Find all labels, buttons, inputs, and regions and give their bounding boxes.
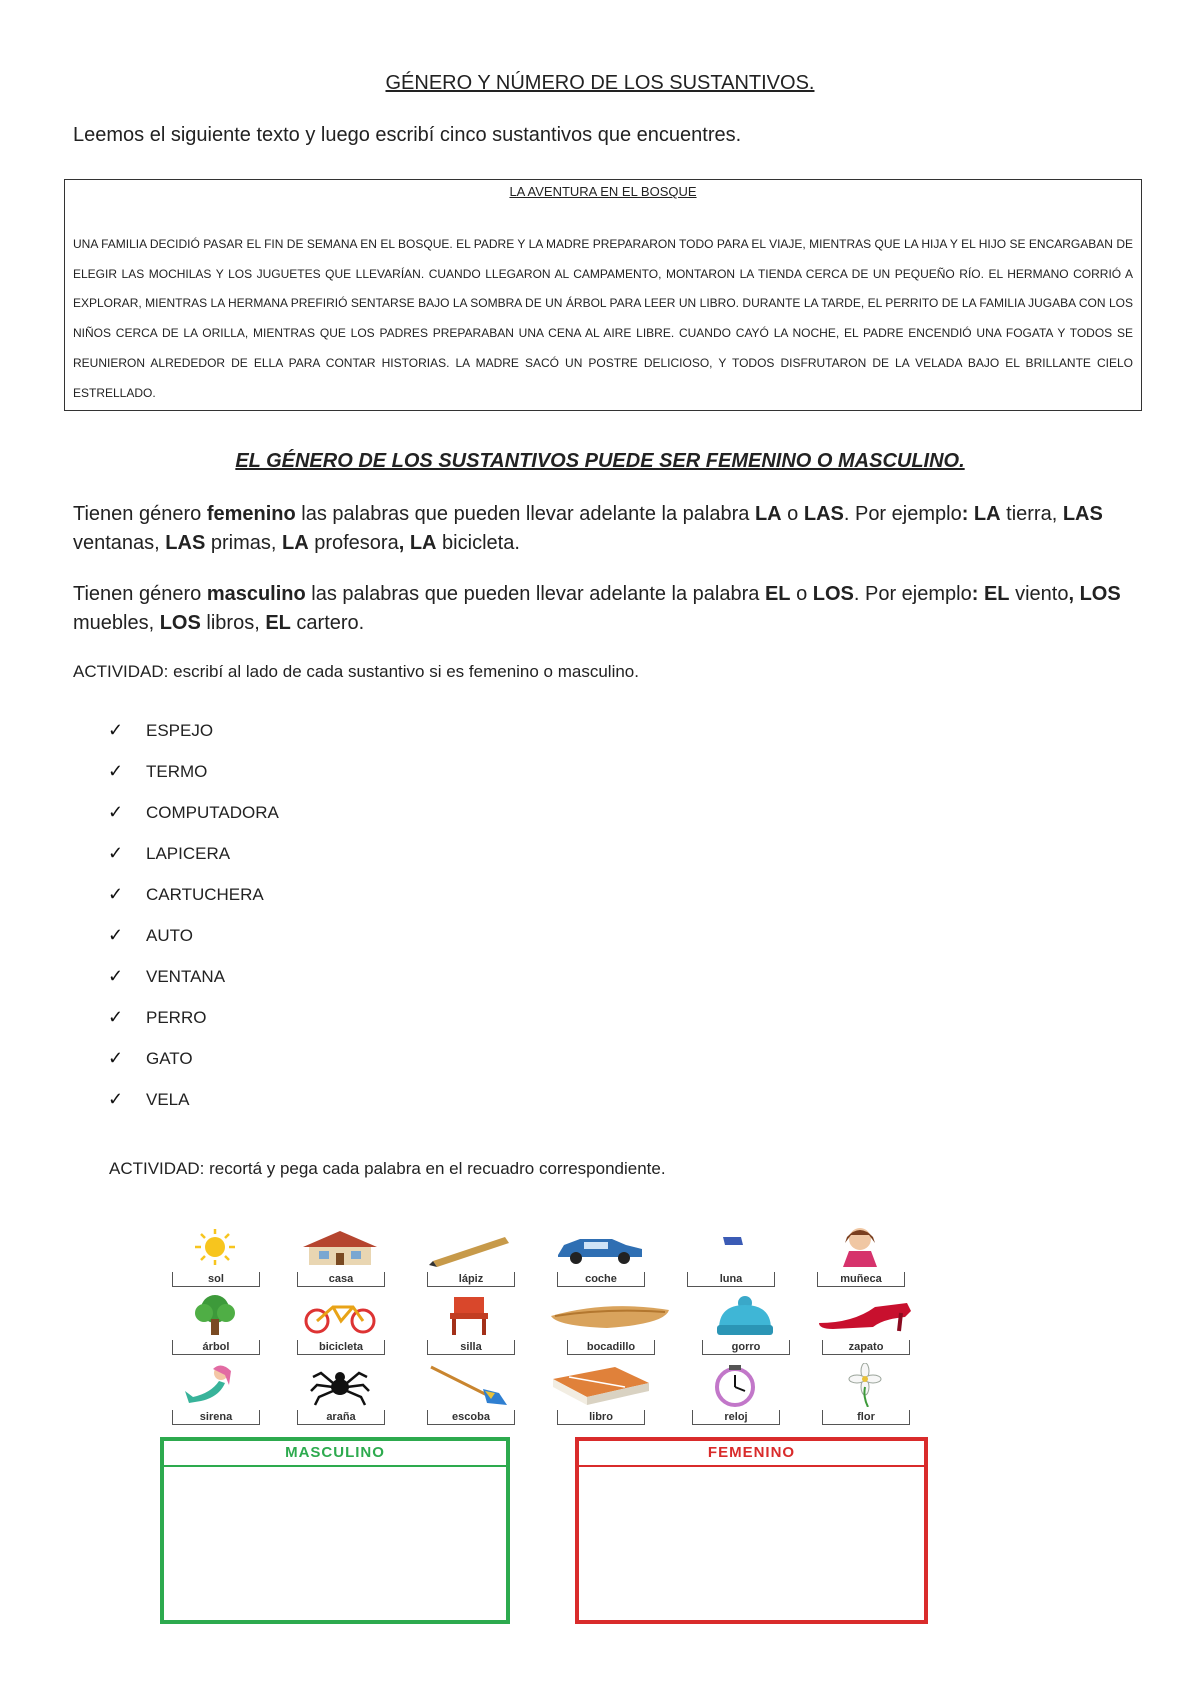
text-segment: . Por ejemplo <box>853 583 972 605</box>
checkmark-icon: ✓ <box>108 843 124 863</box>
flower-icon <box>830 1363 900 1407</box>
picture-card-arana[interactable] <box>285 1363 395 1429</box>
checkmark-icon: ✓ <box>108 925 124 945</box>
pencil-icon <box>425 1227 515 1267</box>
word-label: lápiz <box>427 1272 515 1287</box>
list-item <box>108 1038 279 1079</box>
text-segment: cartero. <box>290 612 365 634</box>
intro-instruction: Leemos el siguiente texto y luego escribí cinco sustantivos que encuentres. <box>73 124 742 146</box>
tree-icon <box>180 1293 250 1337</box>
doll-icon <box>825 1225 895 1269</box>
list-item-label: ESPEJO <box>146 720 214 740</box>
spider-icon <box>305 1363 375 1407</box>
bicycle-icon <box>295 1295 385 1335</box>
list-item <box>108 751 279 792</box>
sandwich-icon <box>547 1298 673 1332</box>
list-item-label: COMPUTADORA <box>146 802 279 822</box>
mermaid-icon <box>175 1363 255 1407</box>
bold-segment: , LA <box>398 532 437 554</box>
word-label: araña <box>297 1410 385 1425</box>
chair-icon <box>440 1293 500 1337</box>
word-label: muñeca <box>817 1272 905 1287</box>
bold-segment: , LOS <box>1068 583 1121 605</box>
checkmark-icon: ✓ <box>108 966 124 986</box>
list-item <box>108 710 279 751</box>
checkmark-icon: ✓ <box>108 720 124 740</box>
bold-segment: LA <box>281 532 309 554</box>
bold-segment: : EL <box>971 583 1010 605</box>
text-segment: las palabras que pueden llevar adelante la palabra <box>305 583 765 605</box>
bold-segment: LA <box>754 503 782 525</box>
bold-segment: LAS <box>1062 503 1103 525</box>
word-label: bicicleta <box>297 1340 385 1355</box>
word-label: casa <box>297 1272 385 1287</box>
car-icon <box>550 1227 650 1267</box>
word-label: luna <box>687 1272 775 1287</box>
bold-segment: EL <box>764 583 791 605</box>
text-segment: o <box>781 503 804 525</box>
shoe-icon <box>813 1297 917 1333</box>
masculine-box-title: MASCULINO <box>164 1441 506 1467</box>
checkmark-icon: ✓ <box>108 761 124 781</box>
text-segment: las palabras que pueden llevar adelante la palabra <box>295 503 755 525</box>
text-segment: profesora <box>308 532 399 554</box>
bold-segment: LAS <box>165 532 206 554</box>
bold-segment: femenino <box>206 503 296 525</box>
story-title: LA AVENTURA EN EL BOSQUE <box>509 184 697 199</box>
word-label: bocadillo <box>567 1340 655 1355</box>
activity-two-instruction: ACTIVIDAD: recortá y pega cada palabra en el recuadro correspondiente. <box>109 1159 666 1178</box>
text-segment: bicicleta. <box>436 532 520 554</box>
masculine-explanation <box>73 580 1133 638</box>
feminine-explanation <box>73 500 1133 558</box>
bold-segment: masculino <box>206 583 306 605</box>
book-icon <box>545 1363 655 1407</box>
text-segment: primas, <box>205 532 282 554</box>
word-label: escoba <box>427 1410 515 1425</box>
bold-segment: LOS <box>159 612 201 634</box>
list-item <box>108 1079 279 1120</box>
checkmark-icon: ✓ <box>108 802 124 822</box>
word-label: libro <box>557 1410 645 1425</box>
picture-card-coche[interactable] <box>545 1225 655 1291</box>
broom-icon <box>425 1363 515 1407</box>
story-box <box>64 179 1142 411</box>
picture-card-sirena[interactable] <box>160 1363 270 1429</box>
text-segment: libros, <box>200 612 266 634</box>
list-item-label: GATO <box>146 1048 193 1068</box>
picture-card-gorro[interactable] <box>690 1293 800 1359</box>
picture-card-reloj[interactable] <box>680 1363 790 1429</box>
text-segment: o <box>790 583 813 605</box>
picture-word-grid <box>160 1225 920 1425</box>
list-item <box>108 874 279 915</box>
word-label: flor <box>822 1410 910 1425</box>
word-label: silla <box>427 1340 515 1355</box>
text-segment: Tienen género <box>73 583 207 605</box>
clock-icon <box>695 1363 775 1407</box>
picture-card-silla[interactable] <box>415 1293 525 1359</box>
checkmark-icon: ✓ <box>108 1048 124 1068</box>
list-item-label: VELA <box>146 1089 190 1109</box>
picture-card-flor[interactable] <box>810 1363 920 1429</box>
word-label: reloj <box>692 1410 780 1425</box>
bold-segment: : LA <box>961 503 1001 525</box>
bold-segment: LOS <box>812 583 854 605</box>
noun-checklist <box>108 710 279 1120</box>
picture-card-casa[interactable] <box>285 1225 395 1291</box>
picture-card-zapato[interactable] <box>810 1293 920 1359</box>
word-label: sol <box>172 1272 260 1287</box>
word-label: árbol <box>172 1340 260 1355</box>
picture-card-muneca[interactable] <box>805 1225 915 1291</box>
list-item-label: CARTUCHERA <box>146 884 264 904</box>
list-item <box>108 833 279 874</box>
list-item <box>108 915 279 956</box>
list-item-label: PERRO <box>146 1007 207 1027</box>
picture-card-luna[interactable] <box>675 1225 785 1291</box>
hat-icon <box>705 1293 785 1337</box>
list-item <box>108 792 279 833</box>
picture-card-sol[interactable] <box>160 1225 270 1291</box>
checkmark-icon: ✓ <box>108 884 124 904</box>
checkmark-icon: ✓ <box>108 1089 124 1109</box>
feminine-drop-box[interactable] <box>575 1437 928 1624</box>
list-item-label: TERMO <box>146 761 208 781</box>
masculine-drop-box[interactable] <box>160 1437 510 1624</box>
checkmark-icon: ✓ <box>108 1007 124 1027</box>
feminine-box-title: FEMENINO <box>579 1441 924 1467</box>
sun-icon <box>185 1227 245 1267</box>
text-segment: . Por ejemplo <box>843 503 962 525</box>
text-segment: Tienen género <box>73 503 207 525</box>
picture-card-lapiz[interactable] <box>415 1225 525 1291</box>
text-segment: viento <box>1009 583 1069 605</box>
house-icon <box>295 1227 385 1267</box>
story-text: UNA FAMILIA DECIDIÓ PASAR EL FIN DE SEMANA EN EL BOSQUE. EL PADRE Y LA MADRE PREPARARON TODO PARA EL VIAJE, MIENTRAS QUE LA HIJA Y EL HIJO SE ENCARGABAN DE ELEGIR LAS MOCHILAS Y LOS JUGUETES QUE LLEVARÍAN. CUANDO LLEGARON AL CAMPAMENTO, MONTARON LA TIENDA CERCA DE UN PEQUEÑO RÍO. EL HERMANO CORRIÓ A EXPLORAR, MIENTRAS LA HERMANA PREFIRIÓ SENTARSE BAJO LA SOMBRA DE UN ÁRBOL PARA LEER UN LIBRO. DURANTE LA TARDE, EL PERRITO DE LA FAMILIA JUGABA CON LOS NIÑOS CERCA DE LA ORILLA, MIENTRAS QUE LOS PADRES PREPARABAN UNA CENA AL AIRE LIBRE. CUANDO CAYÓ LA NOCHE, EL PADRE ENCENDIÓ UNA FOGATA Y TODOS SE REUNIERON ALREDEDOR DE ELLA PARA CONTAR HISTORIAS. LA MADRE SACÓ UN POSTRE DELICIOSO, Y TODOS DISFRUTARON DE LA VELADA BAJO EL BRILLANTE CIELO ESTRELLADO. <box>73 237 1133 400</box>
word-label: sirena <box>172 1410 260 1425</box>
picture-card-libro[interactable] <box>545 1363 655 1429</box>
bold-segment: LAS <box>803 503 844 525</box>
list-item <box>108 997 279 1038</box>
word-label: coche <box>557 1272 645 1287</box>
picture-card-bicicleta[interactable] <box>285 1293 395 1359</box>
page-title: GÉNERO Y NÚMERO DE LOS SUSTANTIVOS. <box>385 72 815 94</box>
moon-icon <box>695 1227 765 1267</box>
list-item <box>108 956 279 997</box>
text-segment: ventanas, <box>73 532 166 554</box>
list-item-label: LAPICERA <box>146 843 231 863</box>
list-item-label: AUTO <box>146 925 193 945</box>
list-item-label: VENTANA <box>146 966 226 986</box>
text-segment: tierra, <box>1000 503 1063 525</box>
bold-segment: EL <box>265 612 291 634</box>
activity-one-instruction: ACTIVIDAD: escribí al lado de cada sustantivo si es femenino o masculino. <box>73 662 639 681</box>
picture-card-escoba[interactable] <box>415 1363 525 1429</box>
word-label: gorro <box>702 1340 790 1355</box>
word-label: zapato <box>822 1340 910 1355</box>
picture-card-arbol[interactable] <box>160 1293 270 1359</box>
text-segment: muebles, <box>73 612 160 634</box>
gender-heading: EL GÉNERO DE LOS SUSTANTIVOS PUEDE SER FEMENINO O MASCULINO. <box>235 450 965 472</box>
picture-card-bocadillo[interactable] <box>545 1293 675 1359</box>
